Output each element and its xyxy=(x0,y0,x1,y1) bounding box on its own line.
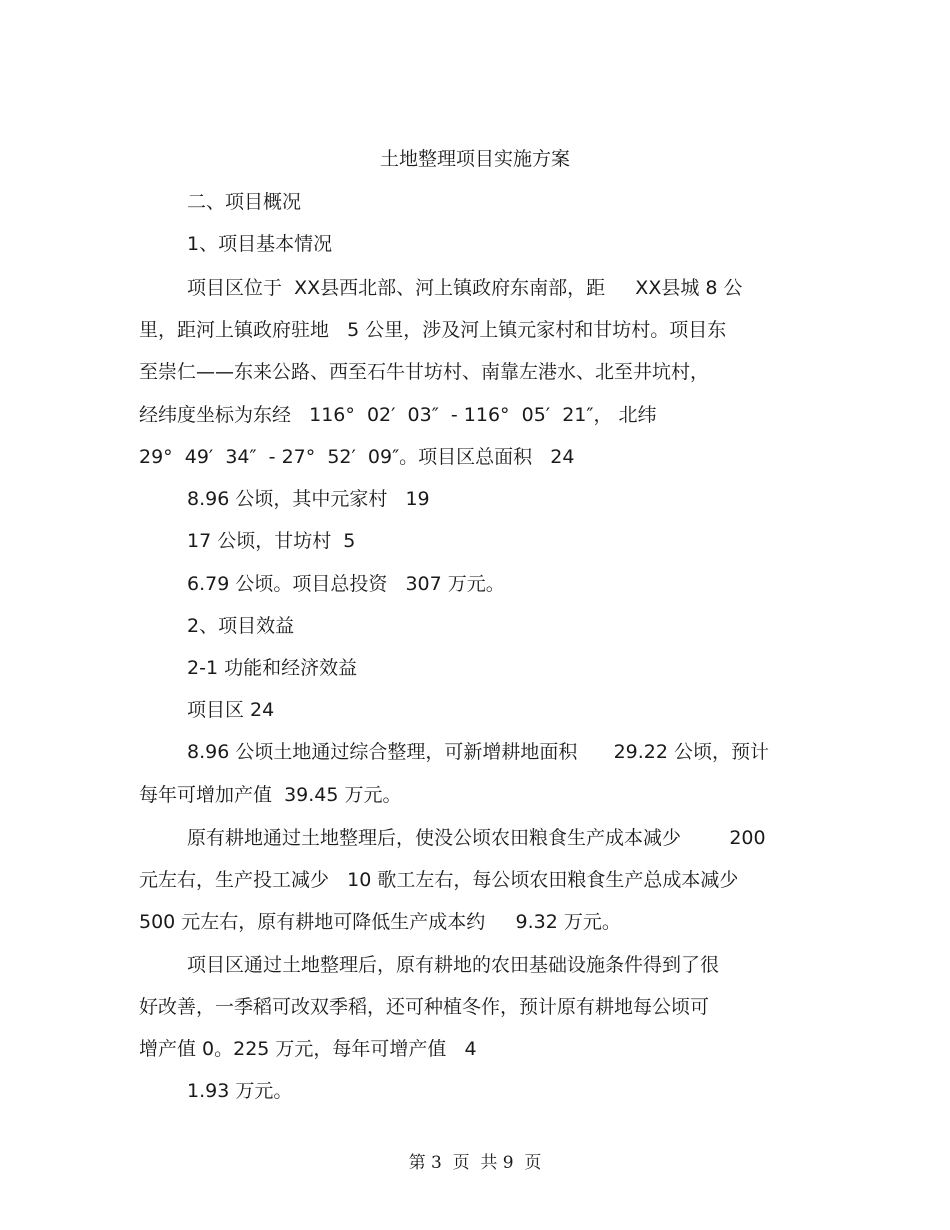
paragraph-line: 经纬度坐标为东经 116° 02′ 03″ - 116° 05′ 21″， 北纬 xyxy=(139,404,657,426)
paragraph-line: 6.79 公顷。项目总投资 307 万元。 xyxy=(187,573,505,595)
section-heading: 2、项目效益 xyxy=(187,615,295,637)
paragraph-line: 至崇仁——东来公路、西至石牛甘坊村、南靠左港水、北至井坑村， xyxy=(139,361,710,383)
paragraph-line: 项目区位于 XX县西北部、河上镇政府东南部，距 XX县城 8 公 xyxy=(187,277,743,299)
document-title: 土地整理项目实施方案 xyxy=(379,148,570,170)
paragraph-line: 1.93 万元。 xyxy=(187,1080,293,1102)
paragraph-line: 项目区通过土地整理后，原有耕地的农田基础设施条件得到了很 xyxy=(187,954,720,976)
paragraph-line: 项目区 24 xyxy=(187,699,275,721)
paragraph-line: 每年可增加产值 39.45 万元。 xyxy=(139,784,402,806)
paragraph-line: 17 公顷，甘坊村 5 xyxy=(187,530,356,552)
paragraph-line: 好改善，一季稻可改双季稻，还可种植冬作，预计原有耕地每公顷可 xyxy=(139,996,710,1018)
paragraph-line: 29° 49′ 34″ - 27° 52′ 09″。项目区总面积 24 xyxy=(139,446,575,468)
subsection-heading: 2-1 功能和经济效益 xyxy=(187,657,358,679)
paragraph-line: 8.96 公顷，其中元家村 19 xyxy=(187,488,430,510)
subsection-heading: 1、项目基本情况 xyxy=(187,233,333,255)
paragraph-line: 8.96 公顷土地通过综合整理，可新增耕地面积 29.22 公顷，预计 xyxy=(187,741,770,763)
section-heading: 二、项目概况 xyxy=(187,191,302,213)
page-number-footer: 第 3 页 共 9 页 xyxy=(408,1153,542,1173)
paragraph-line: 增产值 0。225 万元，每年可增产值 4 xyxy=(139,1038,477,1060)
paragraph-line: 里，距河上镇政府驻地 5 公里，涉及河上镇元家村和甘坊村。项目东 xyxy=(139,319,727,341)
paragraph-line: 500 元左右，原有耕地可降低生产成本约 9.32 万元。 xyxy=(139,911,621,933)
paragraph-line: 元左右，生产投工减少 10 歌工左右，每公顷农田粮食生产总成本减少 xyxy=(139,869,739,891)
paragraph-line: 原有耕地通过土地整理后，使没公顷农田粮食生产成本减少 200 xyxy=(187,827,766,849)
